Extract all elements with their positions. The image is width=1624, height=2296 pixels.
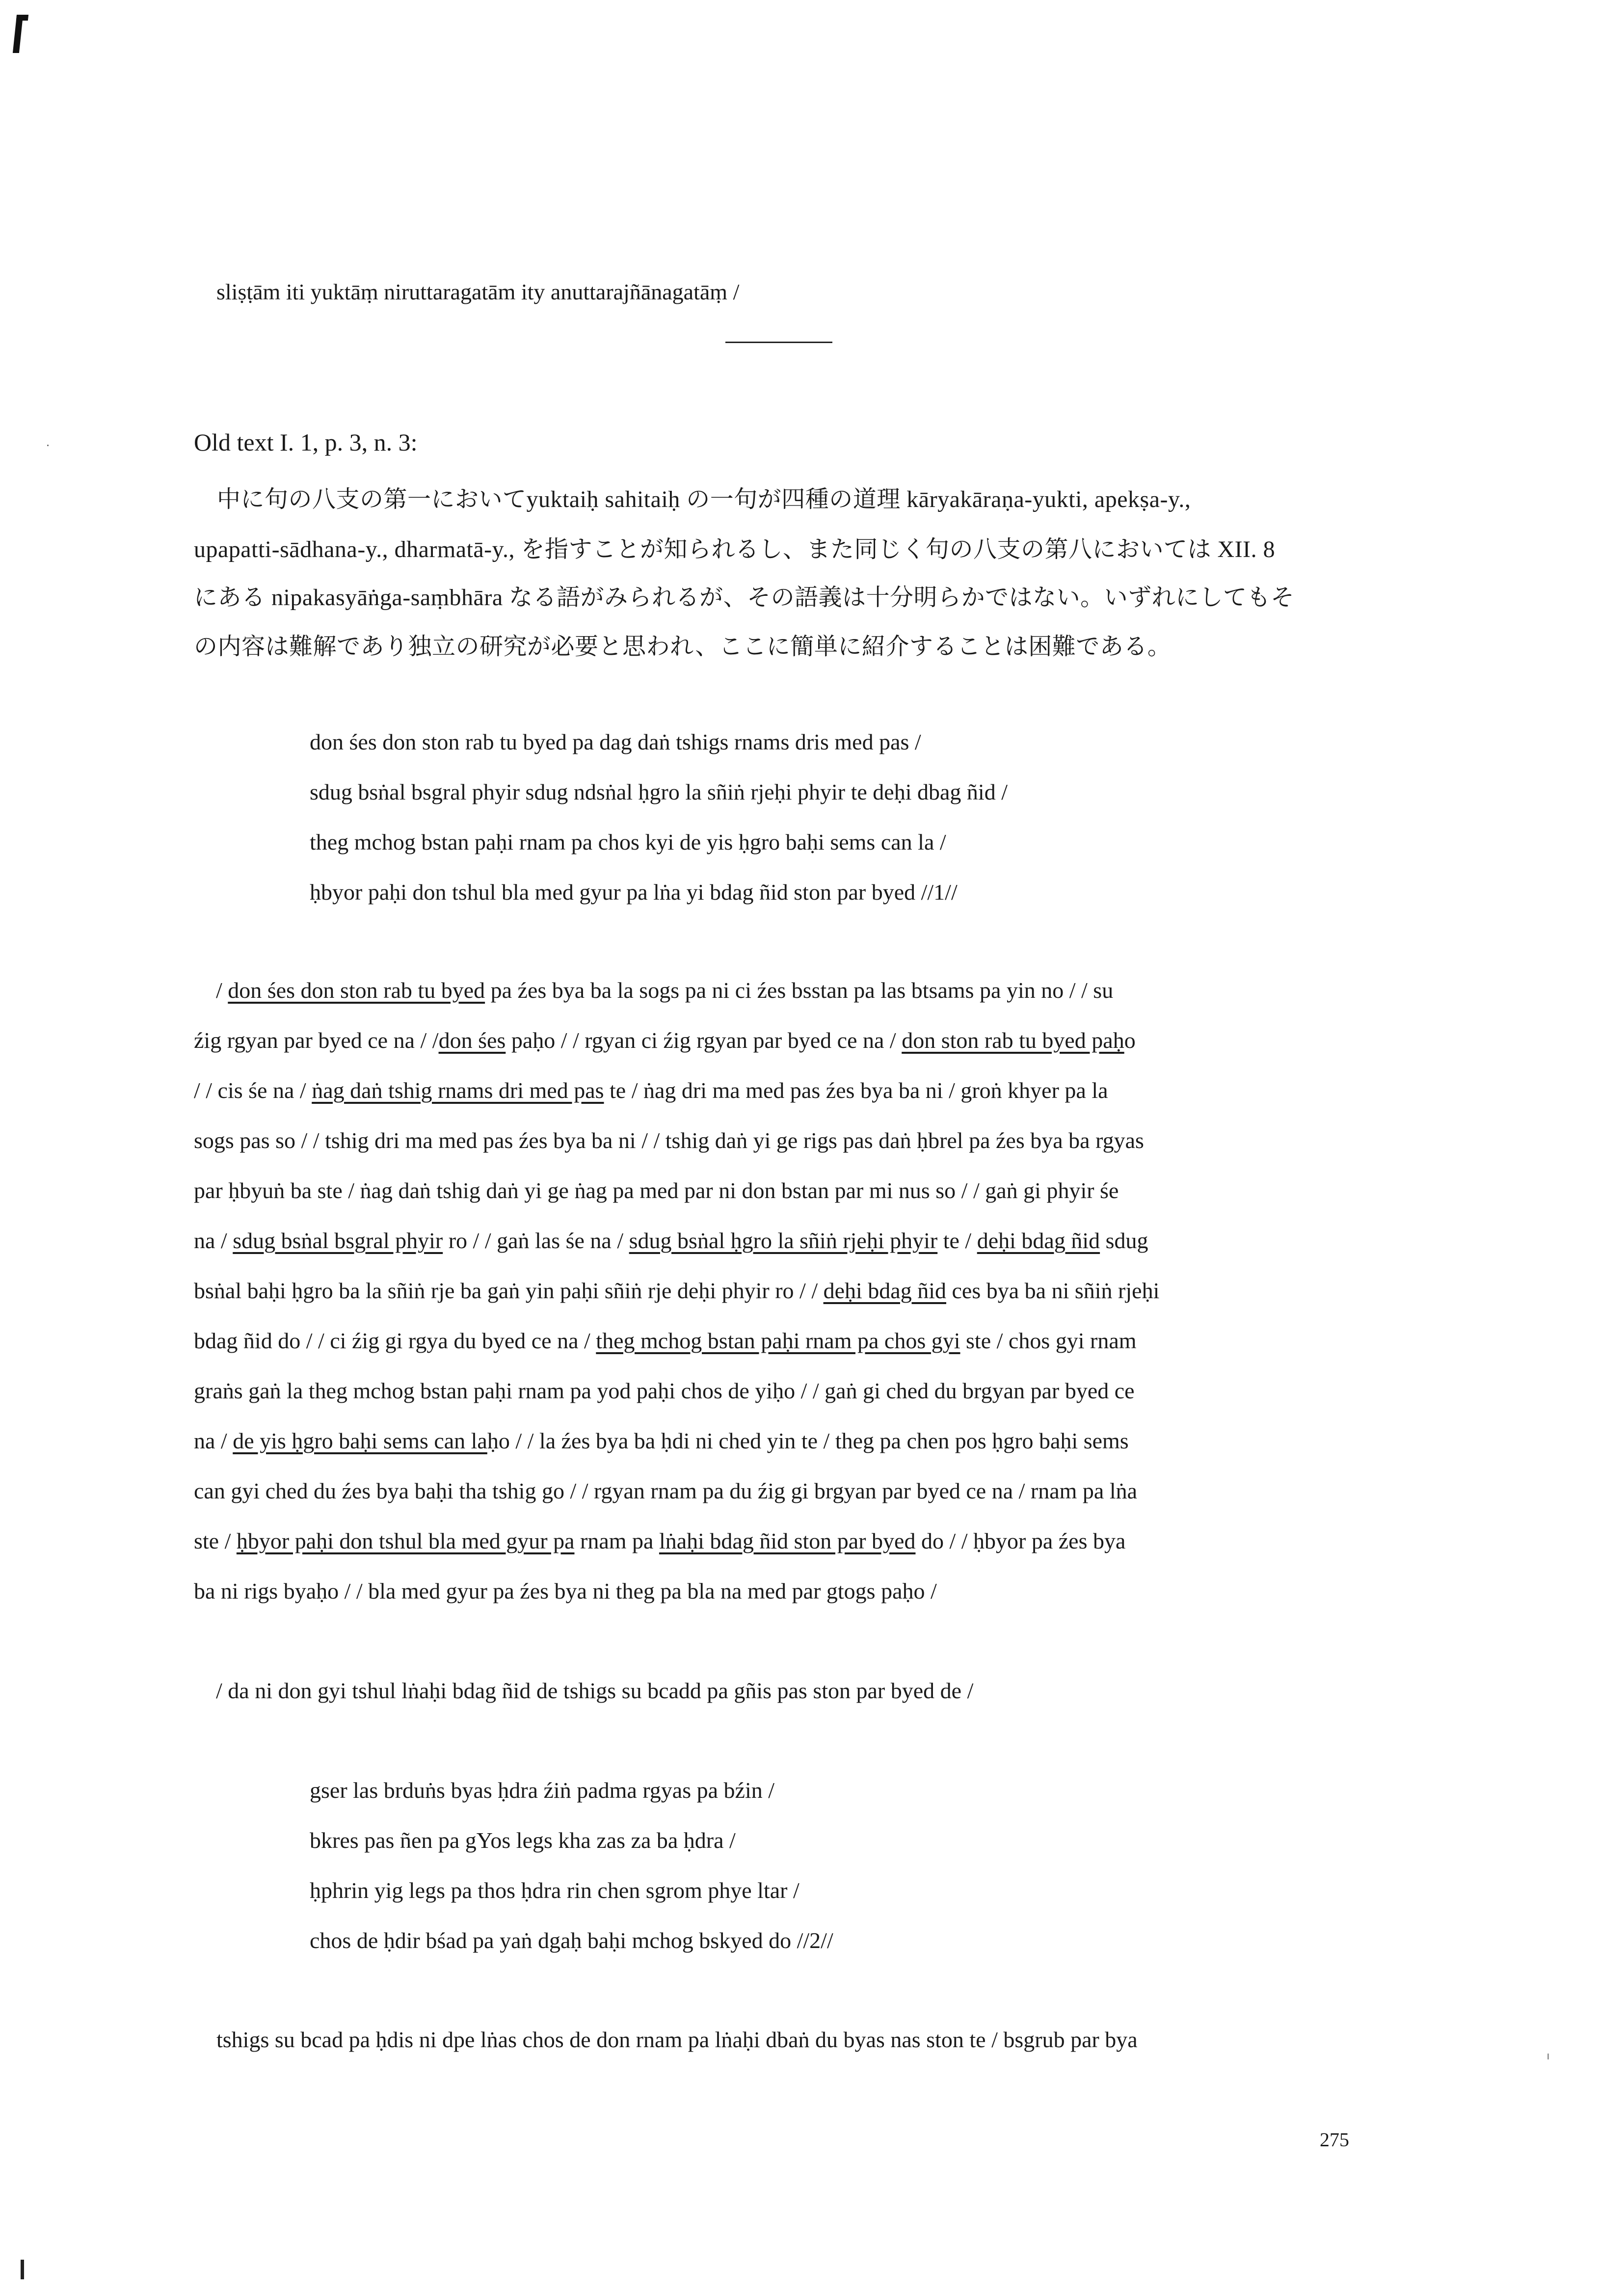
commentary-line: ba ni rigs byaḥo / / bla med gyur pa źes bya ni theg pa bla na med par gtogs paḥo / (194, 1578, 937, 1603)
commentary-line: bdag ñid do / / ci źig gi rgya du byed ce na / theg mchog bstan paḥi rnam pa chos gyi ste / chos gyi rnam (194, 1328, 1137, 1353)
underlined-phrase: theg mchog bstan paḥi rnam pa chos gyi (596, 1328, 960, 1353)
underlined-phrase: don ston rab tu byed paḥ (902, 1028, 1124, 1053)
verse-line: gser las brduṅs byas ḥdra źiṅ padma rgyas pa bźin / (310, 1778, 775, 1803)
commentary-line: na / sdug bsṅal bsgral phyir ro / / gaṅ las śe na / sdug bsṅal ḥgro la sñiṅ rjeḥi phyir te / deḥi bdag ñid sdug (194, 1228, 1148, 1253)
page-number: 275 (1320, 2129, 1349, 2151)
commentary-line: bsṅal baḥi ḥgro ba la sñiṅ rje ba gaṅ yin paḥi sñiṅ rje deḥi phyir ro / / deḥi bdag ñid ces bya ba ni sñiṅ rjeḥi (194, 1278, 1160, 1303)
scan-speck (1547, 2054, 1549, 2059)
verse-line: chos de ḥdir bśad pa yaṅ dgaḥ baḥi mchog bskyed do //2// (310, 1928, 833, 1953)
japanese-note-line: 中に句の八支の第一においてyuktaiḥ sahitaiḥ の一句が四種の道理 kāryakāraṇa-yukti, apekṣa-y., (217, 486, 1191, 512)
japanese-note-line: にある nipakasyāṅga-saṃbhāra なる語がみられるが、その語義は十分明らかではない。いずれにしてもそ (194, 585, 1295, 611)
underlined-phrase: sdug bsṅal ḥgro la sñiṅ rjeḥi phyir (629, 1228, 938, 1253)
underlined-phrase: deḥi bdag ñid (823, 1278, 947, 1303)
commentary-line: sogs pas so / / tshig dri ma med pas źes bya ba ni / / tshig daṅ yi ge rigs pas daṅ ḥbrel pa źes bya ba rgyas (194, 1128, 1144, 1153)
underlined-phrase: lṅaḥi bdag ñid ston par byed (659, 1528, 916, 1553)
underlined-phrase: ḥbyor paḥi don tshul bla med gyur pa (236, 1528, 575, 1553)
verse-line: ḥphrin yig legs pa thos ḥdra rin chen sgrom phye ltar / (310, 1878, 799, 1903)
commentary-line: par ḥbyuṅ ba ste / ṅag daṅ tshig daṅ yi ge ṅag pa med par ni don bstan par mi nus so / / gaṅ gi phyir śe (194, 1178, 1119, 1203)
japanese-note-line: の内容は難解であり独立の研究が必要と思われ、ここに簡単に紹介することは困難である。 (194, 634, 1171, 660)
verse-line: sdug bsṅal bsgral phyir sdug ndsṅal ḥgro la sñiṅ rjeḥi phyir te deḥi dbag ñid / (310, 779, 1008, 804)
verse-line: don śes don ston rab tu byed pa dag daṅ tshigs rnams dris med pas / (310, 729, 921, 754)
commentary-line: tshigs su bcad pa ḥdis ni dpe lṅas chos de don rnam pa lṅaḥi dbaṅ du byas nas ston te / bsgrub par bya (216, 2027, 1138, 2052)
note-heading: Old text I. 1, p. 3, n. 3: (194, 428, 418, 456)
scan-speck (47, 445, 49, 446)
section-separator (725, 342, 832, 343)
commentary-line: ste / ḥbyor paḥi don tshul bla med gyur pa rnam pa lṅaḥi bdag ñid ston par byed do / / ḥbyor pa źes bya (194, 1528, 1126, 1553)
underlined-phrase: don śes (438, 1028, 506, 1053)
commentary-line: / da ni don gyi tshul lṅaḥi bdag ñid de tshigs su bcadd pa gñis pas ston par byed de / (216, 1678, 974, 1703)
underlined-phrase: deḥi bdag ñid (977, 1228, 1100, 1253)
commentary-line: / / cis śe na / ṅag daṅ tshig rnams dri med pas te / ṅag dri ma med pas źes bya ba ni / groṅ khyer pa la (194, 1078, 1108, 1103)
commentary-line: na / de yis ḥgro baḥi sems can laḥo / / la źes bya ba ḥdi ni ched yin te / theg pa chen pos ḥgro baḥi sems (194, 1428, 1129, 1453)
sanskrit-line: sliṣṭām iti yuktāṃ niruttaragatām ity anuttarajñānagatāṃ / (216, 279, 740, 304)
japanese-note-line: upapatti-sādhana-y., dharmatā-y., を指すことが知られるし、また同じく句の八支の第八においては XII. 8 (194, 536, 1276, 562)
underlined-phrase: don śes don ston rab tu byed (228, 978, 485, 1003)
commentary-line: źig rgyan par byed ce na / /don śes paḥo / / rgyan ci źig rgyan par byed ce na / don ston rab tu byed paḥo (194, 1028, 1136, 1053)
commentary-line: can gyi ched du źes bya baḥi tha tshig go / / rgyan rnam pa du źig gi brgyan par byed ce na / rnam pa lṅa (194, 1478, 1138, 1503)
commentary-line: / don śes don ston rab tu byed pa źes bya ba la sogs pa ni ci źes bsstan pa las btsams pa yin no / / su (216, 978, 1114, 1003)
commentary-line: graṅs gaṅ la theg mchog bstan paḥi rnam pa yod paḥi chos de yiḥo / / gaṅ gi ched du brgyan par byed ce (194, 1378, 1135, 1403)
scan-speck (21, 2260, 24, 2279)
underlined-phrase: de yis ḥgro baḥi sems can la (233, 1428, 487, 1453)
underlined-phrase: sdug bsṅal bsgral phyir (233, 1228, 443, 1253)
verse-line: bkres pas ñen pa gYos legs kha zas za ba ḥdra / (310, 1828, 736, 1853)
verse-line: ḥbyor paḥi don tshul bla med gyur pa lṅa yi bdag ñid ston par byed //1// (310, 880, 958, 905)
verse-line: theg mchog bstan paḥi rnam pa chos kyi de yis ḥgro baḥi sems can la / (310, 829, 946, 854)
underlined-phrase: ṅag daṅ tshig rnams dri med pas (312, 1078, 604, 1103)
scan-corner-mark (13, 15, 23, 53)
